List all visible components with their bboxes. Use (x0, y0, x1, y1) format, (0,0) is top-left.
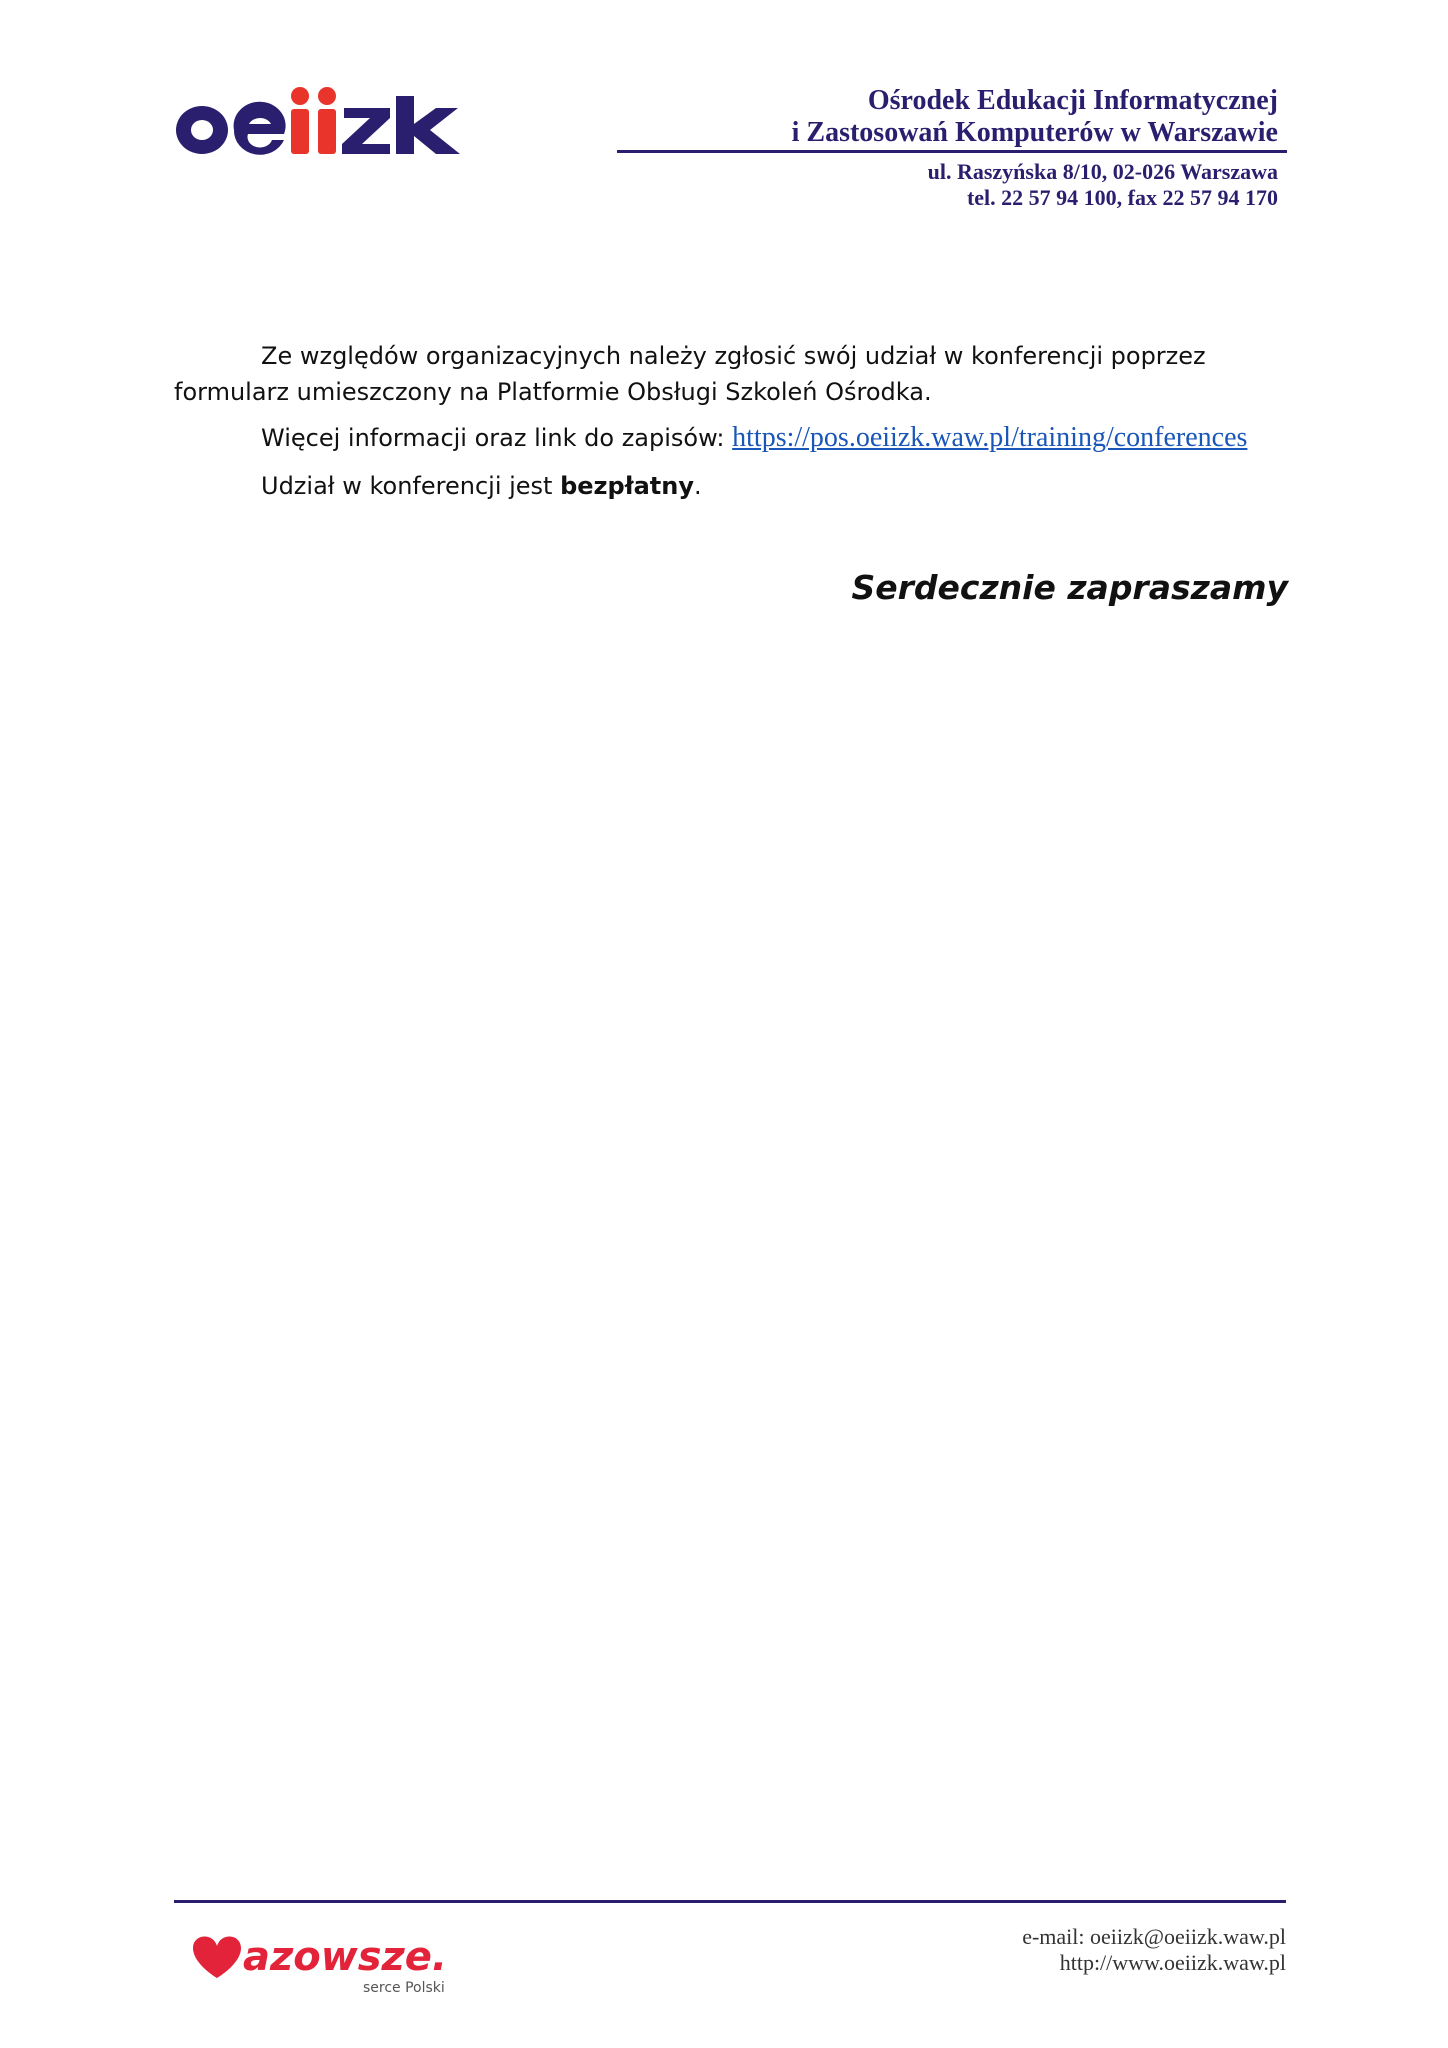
mazowsze-tagline: serce Polski (363, 1980, 445, 1996)
institution-name-line2: i Zastosowań Komputerów w Warszawie (791, 117, 1278, 148)
svg-text:azowsze.: azowsze. (243, 1934, 448, 1980)
oeiizk-logo (172, 84, 462, 164)
footer-email: e-mail: oeiizk@oeiizk.waw.pl (1022, 1924, 1286, 1949)
paragraph-more-info (261, 420, 1301, 456)
mazowsze-logo (185, 1920, 465, 2000)
paragraph-free (261, 468, 1371, 504)
paragraph3-suffix: . (694, 472, 702, 500)
footer-divider (174, 1900, 1286, 1903)
address: ul. Raszyńska 8/10, 02-026 Warszawa (927, 159, 1278, 184)
institution-name-line1: Ośrodek Edukacji Informatycznej (867, 85, 1278, 116)
free-emphasis: bezpłatny (560, 472, 695, 500)
paragraph1-text: Ze względów organizacyjnych należy zgłosić swój udział w konferencji poprzez formularz umieszczony na Platformie Obsługi Szkoleń Ośrodka. (174, 342, 1206, 406)
registration-link[interactable]: https://pos.oeiizk.waw.pl/training/conferences (732, 422, 1248, 453)
paragraph3-prefix: Udział w konferencji jest (261, 472, 561, 500)
paragraph2-prefix: Więcej informacji oraz link do zapisów: (261, 424, 733, 452)
paragraph-registration (174, 338, 1284, 410)
phone-fax: tel. 22 57 94 100, fax 22 57 94 170 (966, 185, 1278, 210)
footer-website: http://www.oeiizk.waw.pl (1059, 1950, 1286, 1975)
header-divider (617, 150, 1287, 153)
closing-invitation: Serdecznie zapraszamy (851, 568, 1288, 607)
